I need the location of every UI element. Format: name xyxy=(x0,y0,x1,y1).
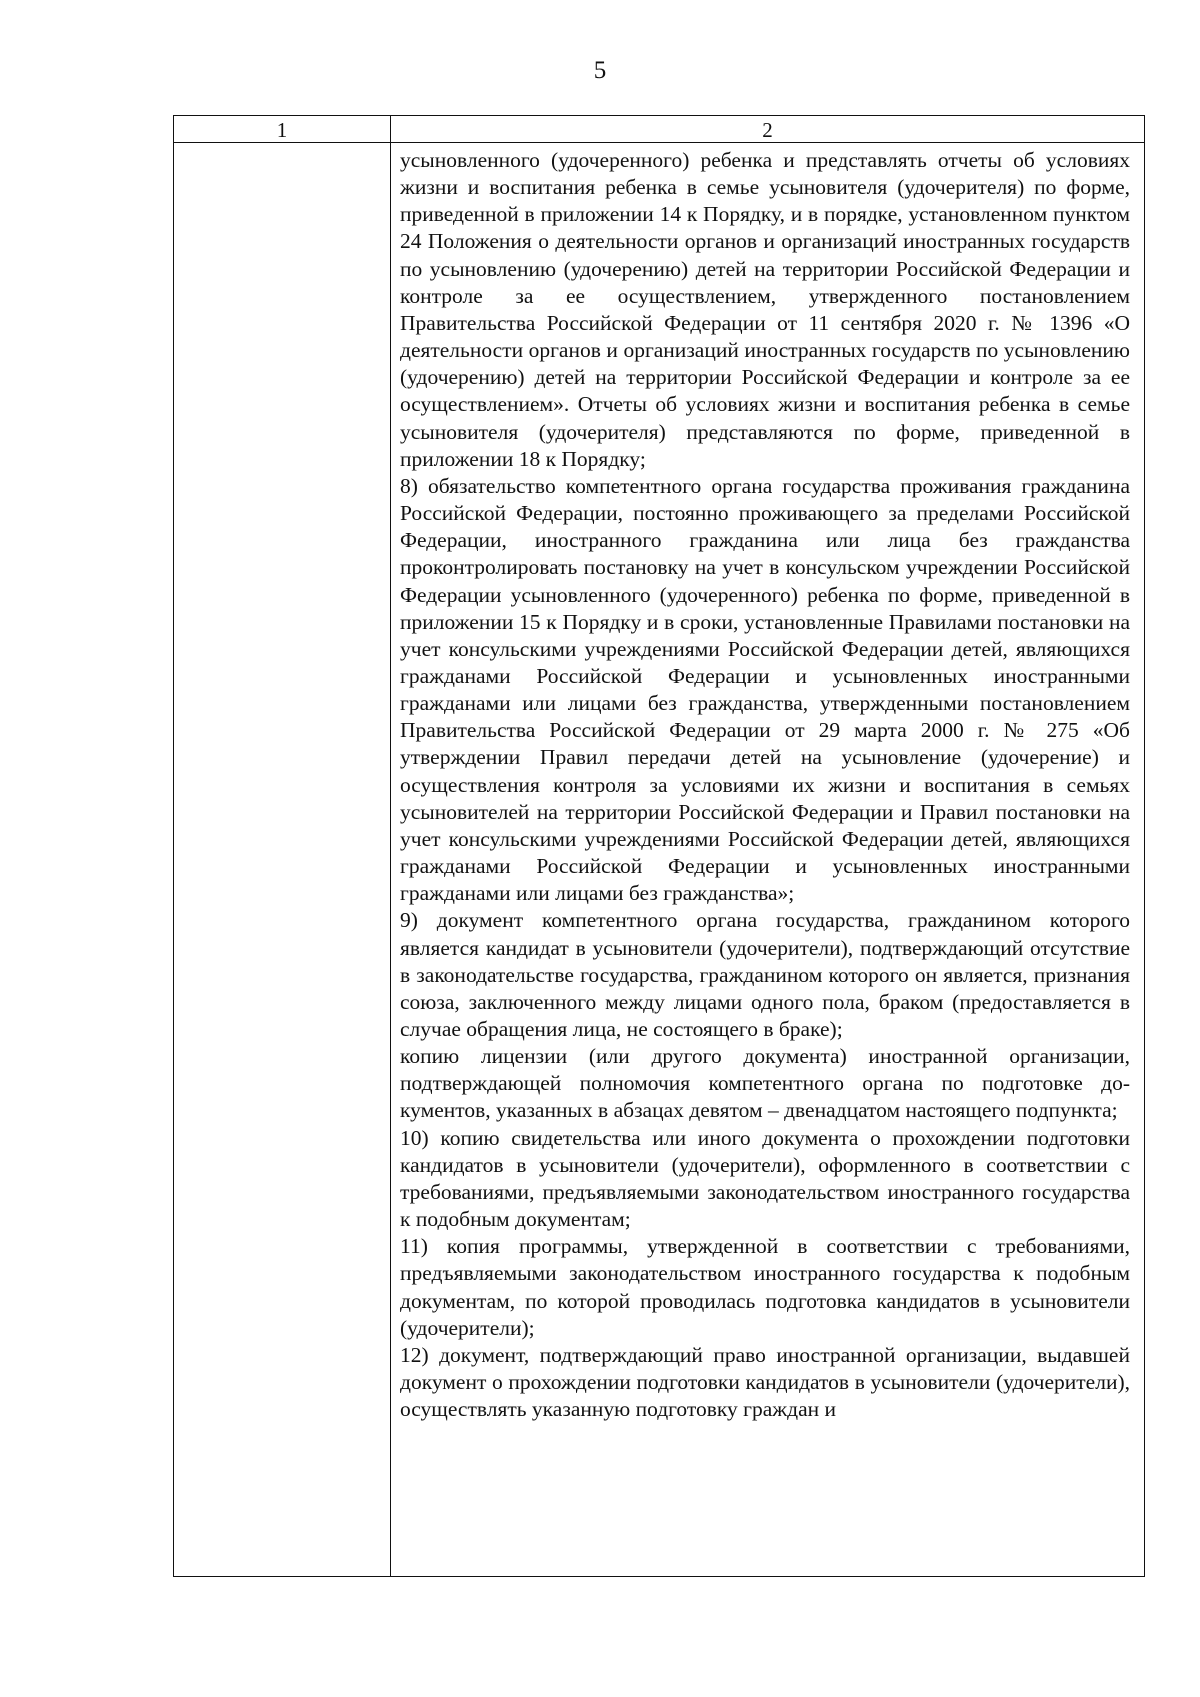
paragraph-item-8: 8) обязательство компетентного органа государства проживания гражданина Российской Федерации, постоянно проживающего за пределами Российской Федерации, иностранного гражданина или лица без гражданства проконтролировать постановку на учет в консульском учреждении Российской Федерации усыновленного (удочеренного) ребенка по форме, приведенной в приложении 15 к Порядку и в сроки, установленные Правилами постановки на учет консульскими учреждениями Российской Федерации детей, являющихся гражданами Российской Федерации и усыновленных иностранными гражданами или лицами без гражданства, утвержденными постановлением Правительства Российской Федерации от 29 марта 2000 г. № 275 «Об утверждении Правил передачи детей на усыновление (удочерение) и осуществления контроля за условиями их жизни и воспитания в семьях усыновителей на территории Российской Федерации и Правил постановки на учет консульскими учреждениями Российской Федерации детей, являющихся гражданами Российской Федерации и усыновленных иностранными гражданами или лицами без гражданства»; xyxy=(400,473,1130,906)
column-divider xyxy=(390,116,391,1576)
paragraph-item-11: 11) копия программы, утвержденной в соответствии с требованиями, предъявляемыми законодательством иностранного государства к подобным документам, по которой проводилась подготовка кандидатов в усыновители (удочерители); xyxy=(400,1234,1130,1340)
paragraph-item-9: 9) документ компетентного органа государства, гражданином которого является кандидат в усыновители (удочерители), подтверждающий отсутствие в законодательстве государства, гражданином которого он является, признания союза, заключенного между лицами одного пола, браком (предоставляется в случае обращения лица, не состоящего в браке); xyxy=(400,908,1130,1041)
paragraph-item-10: 10) копию свидетельства или иного документа о прохождении подготовки кандидатов в усыновители (удочерители), оформленного в соответствии с требованиями, предъявляемыми законодательством иностранного государства к подобным документам; xyxy=(400,1125,1130,1232)
paragraph-continuation: усыновленного (удочеренного) ребенка и представлять отчеты об условиях жизни и воспитания ребенка в семье усыновителя (удочерителя) по форме, приведенной в приложении 14 к Порядку, и в порядке, установленном пунктом 24 Положения о деятельности органов и организаций иностранных государств по усыновлению (удочерению) детей на территории Российской Федерации и контроле за ее осуществлением, утвержденного постановлением Правительства Российской Федерации от 11 сентября 2020 г. № 1396 «О деятельности органов и организаций иностранных государств по усыновлению (удочерению) детей на территории Российской Федерации и контроле за ее осуществлением». Отчеты об условиях жизни и воспитания ребенка в семье усыновителя (удочерителя) представляются по форме, приведенной в приложении 18 к Порядку; xyxy=(400,148,1130,471)
table-header-row xyxy=(174,116,1144,143)
document-table xyxy=(173,115,1145,1577)
page-number: 5 xyxy=(593,57,607,84)
header-cell-col-2: 2 xyxy=(762,118,773,142)
table-body-cell-col-2 xyxy=(400,147,1130,1576)
header-cell-col-1: 1 xyxy=(276,118,288,142)
paragraph-item-12: 12) документ, подтверждающий право иностранной организации, выдавшей документ о прохождении подготовки кандидатов в усыновители (удочерители), осуществлять указанную подготовку граждан и xyxy=(400,1342,1130,1422)
paragraph-license-copy: копию лицензии (или другого документа) иностранной организации, подтверждающей полномочия компетентного органа по подготовке документов, указанных в абзацах девятом – двенадцатом настоящего подпункта; xyxy=(400,1044,1130,1123)
